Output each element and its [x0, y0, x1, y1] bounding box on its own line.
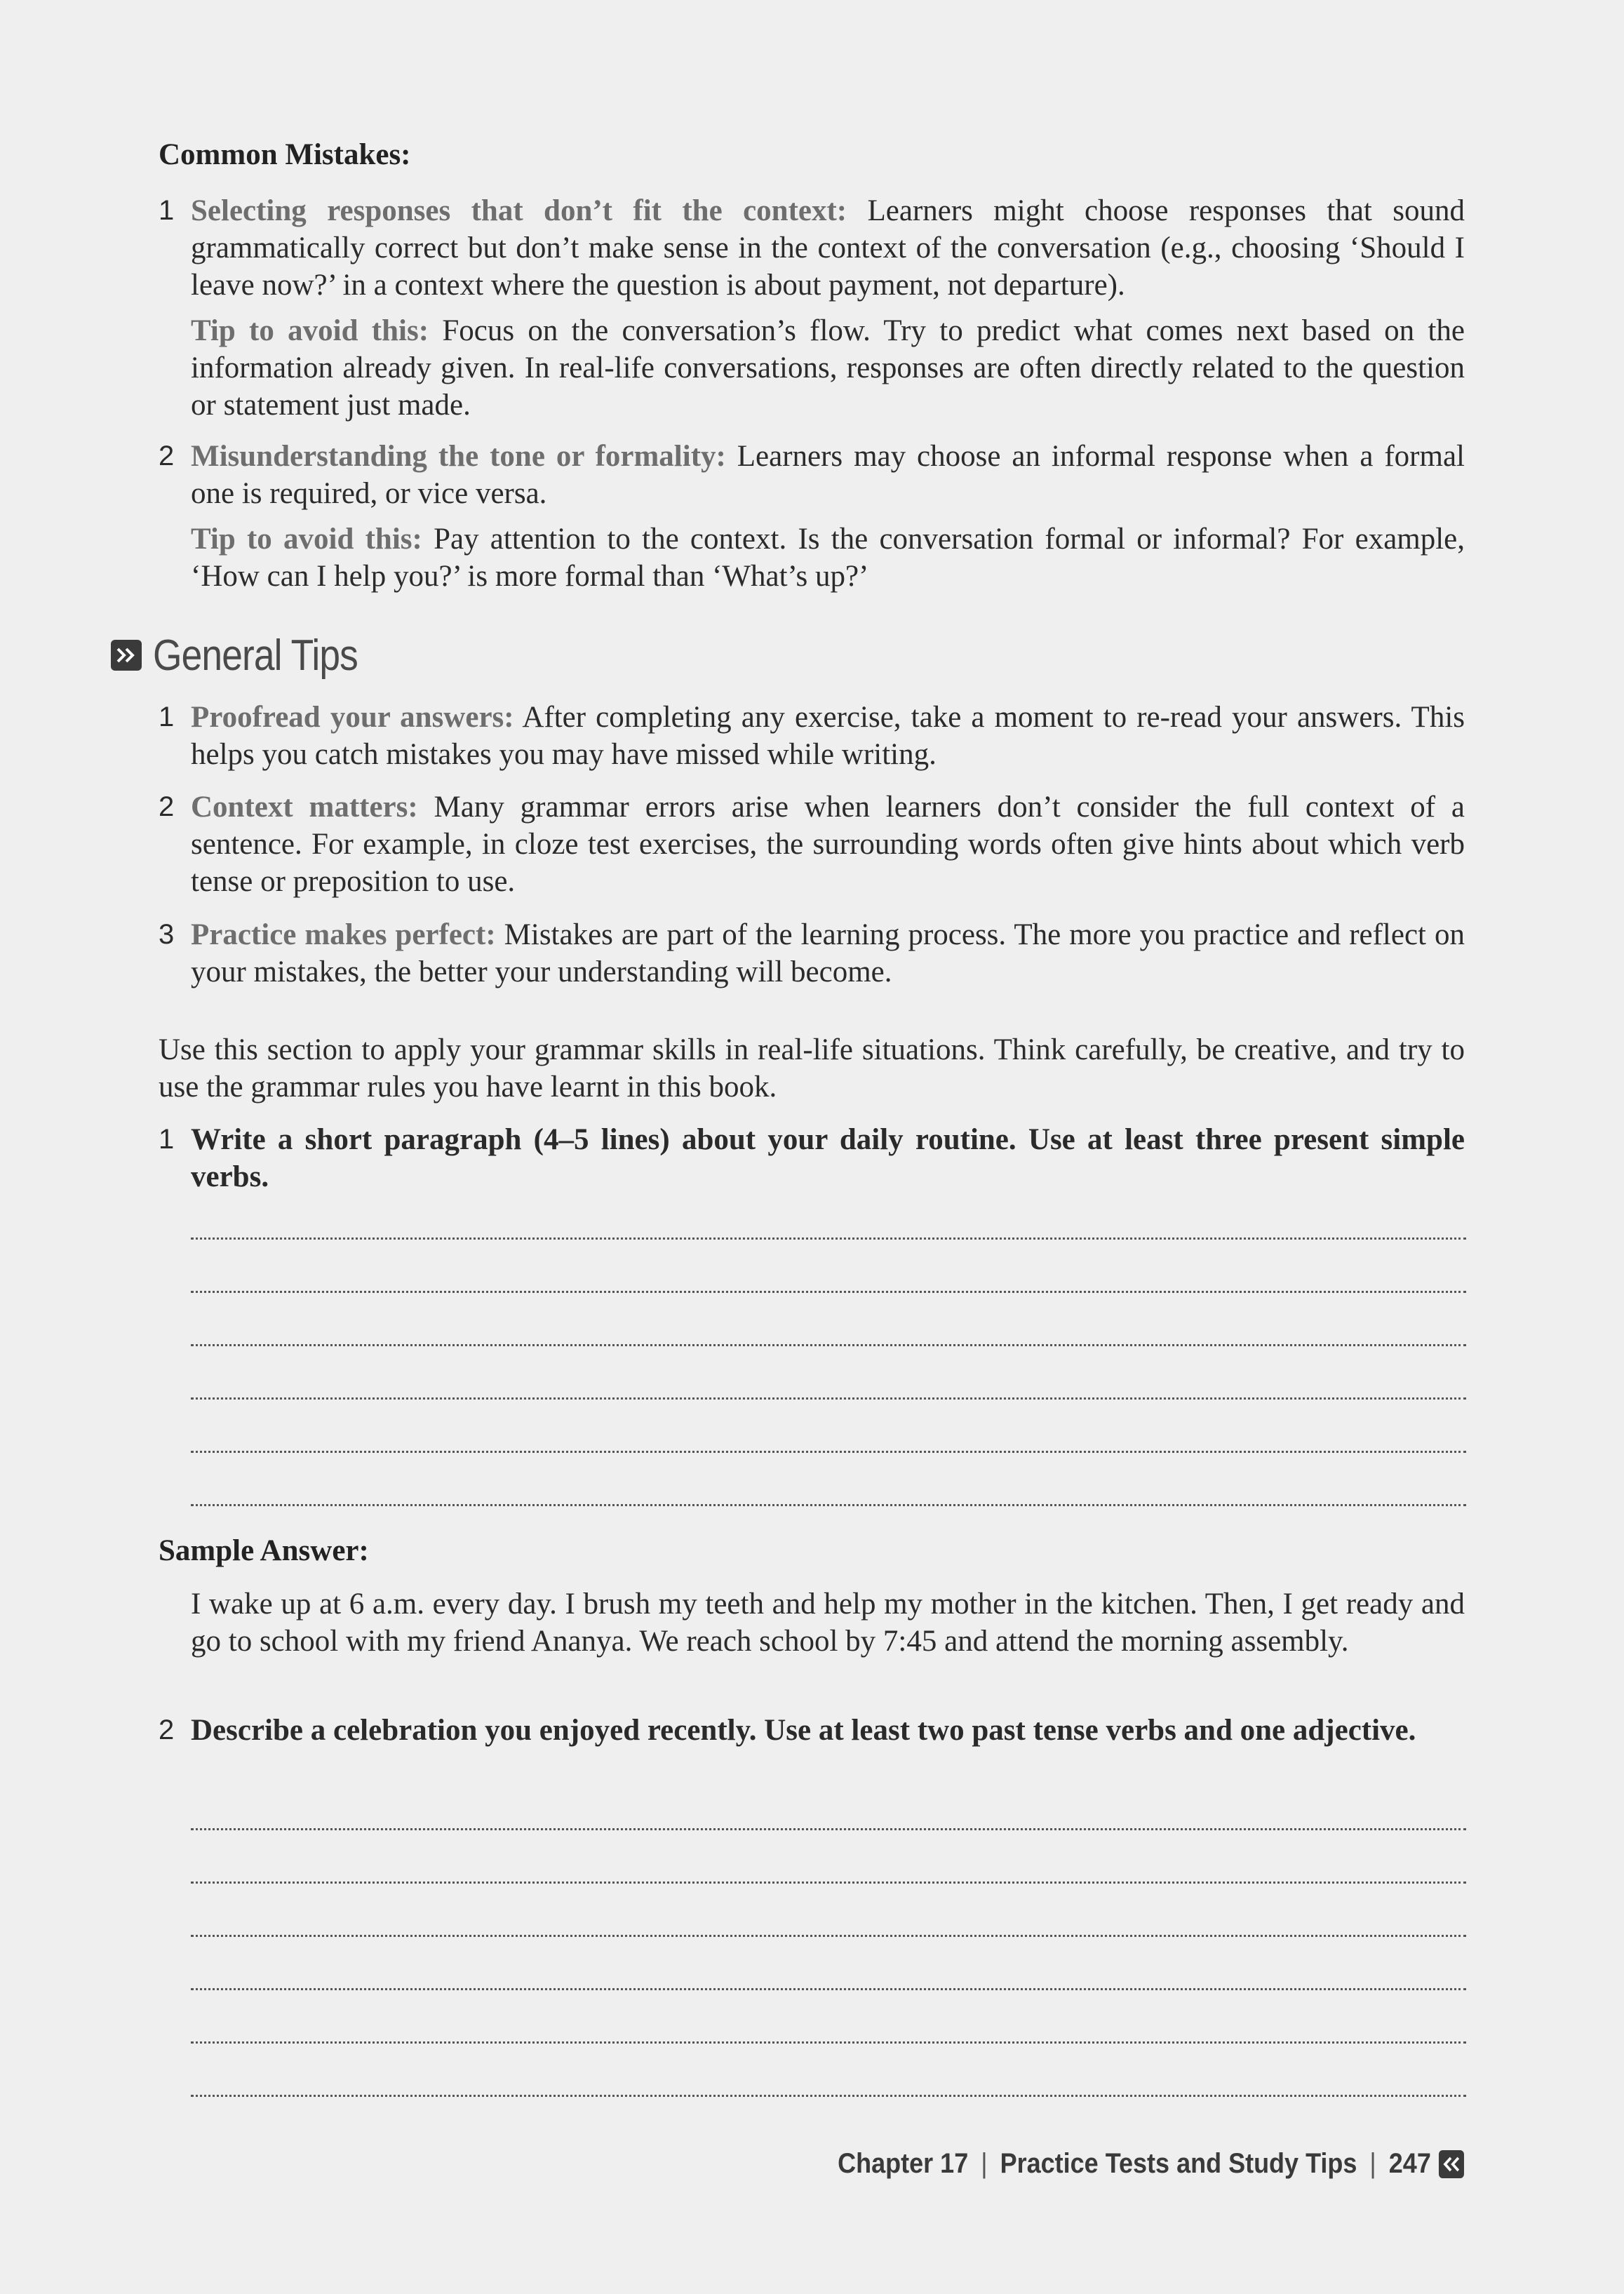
item-number: 2 — [159, 791, 175, 822]
footer-separator: | — [1369, 2148, 1377, 2179]
general-tips-title: General Tips — [153, 631, 358, 680]
double-chevron-right-icon — [111, 640, 142, 671]
tip-item-3 — [159, 916, 1465, 991]
answer-line[interactable] — [191, 1291, 1466, 1293]
mistake-text: Learners might choose responses that sound grammatically correct but don’t make sense in the context of the conversation (e.g., choosing ‘Should I leave now?’ in a context where the question is about payment, not departure). — [191, 194, 1465, 302]
tip-item-1 — [159, 699, 1465, 773]
item-number: 1 — [159, 702, 175, 732]
mistake-text: Learners may choose an informal response when a formal one is required, or vice versa. — [191, 440, 1465, 510]
tip-item-lead: Practice makes perfect: — [191, 918, 496, 951]
question-2 — [159, 1712, 1465, 1749]
tip-item-2 — [159, 789, 1465, 900]
item-number: 2 — [159, 441, 175, 471]
item-number: 1 — [159, 1124, 175, 1155]
general-tips-heading — [111, 627, 391, 683]
tip-text: Focus on the conversation’s flow. Try to predict what comes next based on the information already given. In real-life conversations, responses are often directly related to the question or statement just made. — [191, 314, 1465, 422]
mistake-lead: Selecting responses that don’t fit the context: — [191, 194, 847, 227]
tip-item-text: After completing any exercise, take a moment to re-read your answers. This helps you catch mistakes you may have missed while writing. — [191, 701, 1465, 771]
answer-line[interactable] — [191, 2095, 1466, 2097]
intro-paragraph: Use this section to apply your grammar skills in real-life situations. Think carefully, be creative, and try to use the grammar rules you have learnt in this book. — [159, 1033, 1465, 1104]
mistake-item-2 — [159, 438, 1465, 595]
answer-line[interactable] — [191, 1344, 1466, 1346]
tip-item-lead: Proofread your answers: — [191, 701, 514, 734]
tip-lead: Tip to avoid this: — [191, 523, 422, 556]
answer-line[interactable] — [191, 1237, 1466, 1240]
double-chevron-left-icon — [1439, 2150, 1464, 2178]
tip-text: Pay attention to the context. Is the conversation formal or informal? For example, ‘How can I help you?’ is more formal than ‘What’s up?’ — [191, 523, 1465, 593]
common-mistakes-heading: Common Mistakes: — [159, 138, 411, 171]
answer-line[interactable] — [191, 1882, 1466, 1884]
answer-line[interactable] — [191, 1828, 1466, 1830]
tip-item-text: Many grammar errors arise when learners don’t consider the full context of a sentence. For example, in cloze test exercises, the surrounding words often give hints about which verb tense or preposition to use. — [191, 791, 1465, 898]
question-1 — [159, 1121, 1465, 1195]
mistake-lead: Misunderstanding the tone or formality: — [191, 440, 726, 473]
sample-answer-heading: Sample Answer: — [159, 1534, 369, 1567]
answer-line[interactable] — [191, 2041, 1466, 2044]
answer-line[interactable] — [191, 1935, 1466, 1937]
page-footer — [768, 2148, 1464, 2180]
footer-chapter: Chapter 17 — [838, 2148, 969, 2179]
answer-line[interactable] — [191, 1451, 1466, 1453]
answer-line[interactable] — [191, 1504, 1466, 1506]
answer-line[interactable] — [191, 1397, 1466, 1400]
item-number: 2 — [159, 1715, 175, 1745]
footer-title: Practice Tests and Study Tips — [1000, 2148, 1357, 2179]
footer-separator: | — [981, 2148, 988, 2179]
tip-item-lead: Context matters: — [191, 791, 418, 824]
question-prompt: Write a short paragraph (4–5 lines) about your daily routine. Use at least three present simple verbs. — [191, 1123, 1465, 1193]
mistake-item-1 — [159, 192, 1465, 424]
item-number: 1 — [159, 195, 175, 226]
tip-lead: Tip to avoid this: — [191, 314, 429, 347]
tip-item-text: Mistakes are part of the learning process. The more you practice and reflect on your mistakes, the better your understanding will become. — [191, 918, 1465, 988]
sample-answer-text: I wake up at 6 a.m. every day. I brush my teeth and help my mother in the kitchen. Then, I get ready and go to school with my friend Ananya. We reach school by 7:45 and attend the morning assembly. — [191, 1588, 1465, 1658]
answer-line[interactable] — [191, 1988, 1466, 1990]
question-prompt: Describe a celebration you enjoyed recently. Use at least two past tense verbs and one adjective. — [191, 1714, 1416, 1747]
page-number: 247 — [1389, 2148, 1432, 2179]
item-number: 3 — [159, 919, 175, 950]
